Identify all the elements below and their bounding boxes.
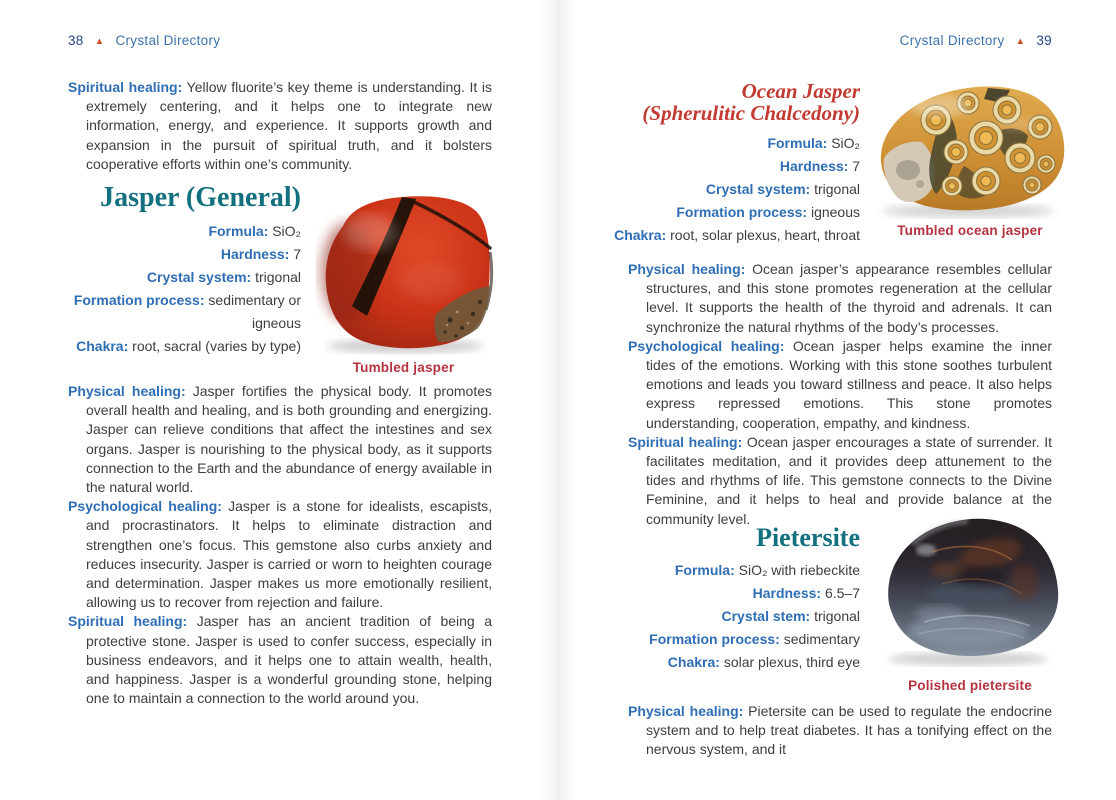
stat-value: root, sacral (varies by type) — [132, 338, 301, 354]
paragraph-label: Psychological healing: — [68, 498, 222, 515]
paragraph-text: Jasper has an ancient tradition of being a protective stone. Jasper is used to confer success, especially in business endeavors, and it helps one to attain wealth, health, and happiness. Jasper is a wonderful grounding stone, helping one to maintain a connection to the world around you. — [86, 613, 493, 707]
stat-label: Hardness: — [779, 158, 849, 174]
jasper-entry-header — [68, 183, 301, 358]
ocean-jasper-entry-header — [598, 80, 860, 247]
healing-paragraph — [628, 260, 1052, 337]
stat-row — [598, 178, 860, 201]
stats-list — [68, 220, 301, 358]
healing-paragraph — [68, 497, 492, 612]
stat-label: Crystal stem: — [721, 608, 811, 624]
stat-value: sedimentary or — [208, 292, 301, 308]
paragraph-label: Spiritual healing: — [68, 613, 188, 630]
paragraph-text: Ocean jasper helps examine the inner tides of the emotions. Working with this stone soothes turbulent emotions and leads you toward stillness and peace. It also helps express repressed emotions. This stone promotes understanding, cooperation, empathy, and kindness. — [646, 337, 1052, 431]
stat-row — [68, 312, 301, 335]
page-number: 38 — [68, 33, 84, 48]
stat-value: root, solar plexus, heart, throat — [670, 227, 860, 243]
triangle-bullet-icon: ▲ — [1015, 35, 1026, 47]
stat-label: Crystal system: — [146, 269, 252, 285]
stat-value: SiO₂ — [831, 135, 860, 151]
stat-label: Formula: — [208, 223, 269, 239]
stat-row — [68, 289, 301, 312]
intro-paragraph-block — [68, 78, 492, 174]
stat-value: 7 — [852, 158, 860, 174]
triangle-bullet-icon: ▲ — [94, 35, 105, 47]
stat-label: Formula: — [674, 562, 735, 578]
paragraph-label: Spiritual healing: — [68, 79, 183, 95]
pietersite-stone-image — [872, 512, 1068, 673]
paragraph-text: Jasper fortifies the physical body. It promotes overall health and healing, and is both grounding and energizing. Jasper can relieve conditions that affect the intestines and sex organs. Jasper is nourishing to the physical body, as it supports connection to the Earth and the abundance of energy available in the natural world. — [86, 383, 492, 496]
stat-row — [598, 559, 860, 582]
stat-row — [598, 132, 860, 155]
stat-label: Formation process: — [73, 292, 205, 308]
stat-value: SiO₂ with riebeckite — [738, 562, 860, 578]
stat-row — [598, 155, 860, 178]
stat-value: trigonal — [814, 608, 860, 624]
image-caption: Polished pietersite — [908, 678, 1032, 693]
healing-paragraph — [628, 337, 1052, 433]
paragraph-text: Ocean jasper’s appearance resembles cellular structures, and this stone promotes regeneration at the cellular level. It supports the health of the thyroid and adrenals. It can synchronize the natural rhythms of the body’s processes. — [646, 261, 1052, 335]
stats-list — [598, 559, 860, 674]
stats-list — [598, 132, 860, 247]
entry-title — [598, 80, 860, 124]
healing-paragraph — [68, 78, 492, 174]
paragraph-text: Yellow fluorite’s key theme is understanding. It is extremely centering, and it helps one to integrate new information, energy, and experience. It supports growth and expansion in the pursuit of spiritual truth, and it bolsters cooperative efforts within one’s community. — [86, 79, 492, 172]
stat-value: sedimentary — [783, 631, 860, 647]
stat-row — [598, 605, 860, 628]
stat-row — [598, 628, 860, 651]
stat-row — [598, 582, 860, 605]
stat-row — [598, 201, 860, 224]
entry-title: Jasper (General) — [100, 182, 301, 213]
running-title: Crystal Directory — [899, 33, 1005, 48]
stat-label: Hardness: — [220, 246, 290, 262]
stat-label: Crystal system: — [705, 181, 811, 197]
entry-title-line1: Ocean Jasper — [741, 79, 860, 103]
paragraph-text: Pietersite can be used to regulate the endocrine system and to help treat diabetes. It has a tonifying effect on the nervous system, and it — [646, 703, 1052, 758]
stat-value: SiO₂ — [272, 223, 301, 239]
ocean-jasper-paragraphs — [628, 260, 1052, 529]
entry-title-line2: (Spherulitic Chalcedony) — [642, 101, 860, 125]
stat-label: Formula: — [767, 135, 828, 151]
stat-row — [68, 220, 301, 243]
stat-row — [598, 224, 860, 247]
entry-title: Pietersite — [756, 523, 860, 552]
page-number: 39 — [1036, 33, 1052, 48]
pietersite-paragraphs — [628, 702, 1052, 760]
page-header-left — [68, 33, 220, 48]
running-title: Crystal Directory — [115, 33, 221, 48]
stat-value: trigonal — [814, 181, 860, 197]
stat-value: 7 — [293, 246, 301, 262]
paragraph-text: Jasper is a stone for idealists, escapists, and procrastinators. It helps to eliminate distraction and strengthen one’s focus. This gemstone also curbs anxiety and reduces insecurity. Jasper is carried or worn to heighten courage and determination. Jasper makes us more emotionally resilient, allowing us to recover from rejection and failure. — [86, 498, 493, 611]
paragraph-label: Spiritual healing: — [628, 433, 743, 450]
image-caption: Tumbled jasper — [352, 360, 455, 375]
ocean-jasper-stone-image — [868, 80, 1072, 225]
stat-label: Chakra: — [667, 654, 720, 670]
paragraph-label: Psychological healing: — [628, 337, 785, 354]
paragraph-label: Physical healing: — [628, 261, 746, 277]
stat-label: Chakra: — [76, 338, 129, 354]
stat-value: 6.5–7 — [824, 585, 860, 601]
stat-label: Chakra: — [614, 227, 667, 243]
stat-row — [68, 243, 301, 266]
stat-label: Formation process: — [649, 631, 780, 647]
page-header-right — [900, 33, 1052, 48]
paragraph-label: Physical healing: — [628, 703, 744, 719]
healing-paragraph — [68, 382, 492, 497]
stat-value: igneous — [251, 315, 301, 331]
stat-value: solar plexus, third eye — [723, 654, 860, 670]
healing-paragraph — [68, 612, 492, 708]
jasper-paragraphs — [68, 382, 492, 708]
stat-value: trigonal — [255, 269, 301, 285]
stat-row — [68, 266, 301, 289]
jasper-stone-image — [310, 190, 497, 361]
pietersite-entry-header — [598, 524, 860, 674]
book-gutter-divider — [538, 0, 578, 800]
stat-row — [598, 651, 860, 674]
stat-label: Hardness: — [752, 585, 822, 601]
paragraph-text: Ocean jasper encourages a state of surrender. It facilitates meditation, and it provides deep attunement to the tides and rhythms of life. This gemstone connects to the Divine Feminine, and it helps to heal and provide balance at the community level. — [646, 433, 1052, 527]
paragraph-label: Physical healing: — [68, 383, 186, 399]
stat-label: Formation process: — [676, 204, 808, 220]
stat-row — [68, 335, 301, 358]
stat-value: igneous — [810, 204, 860, 220]
page-right — [558, 0, 1116, 800]
image-caption: Tumbled ocean jasper — [897, 223, 1043, 238]
healing-paragraph — [628, 702, 1052, 760]
